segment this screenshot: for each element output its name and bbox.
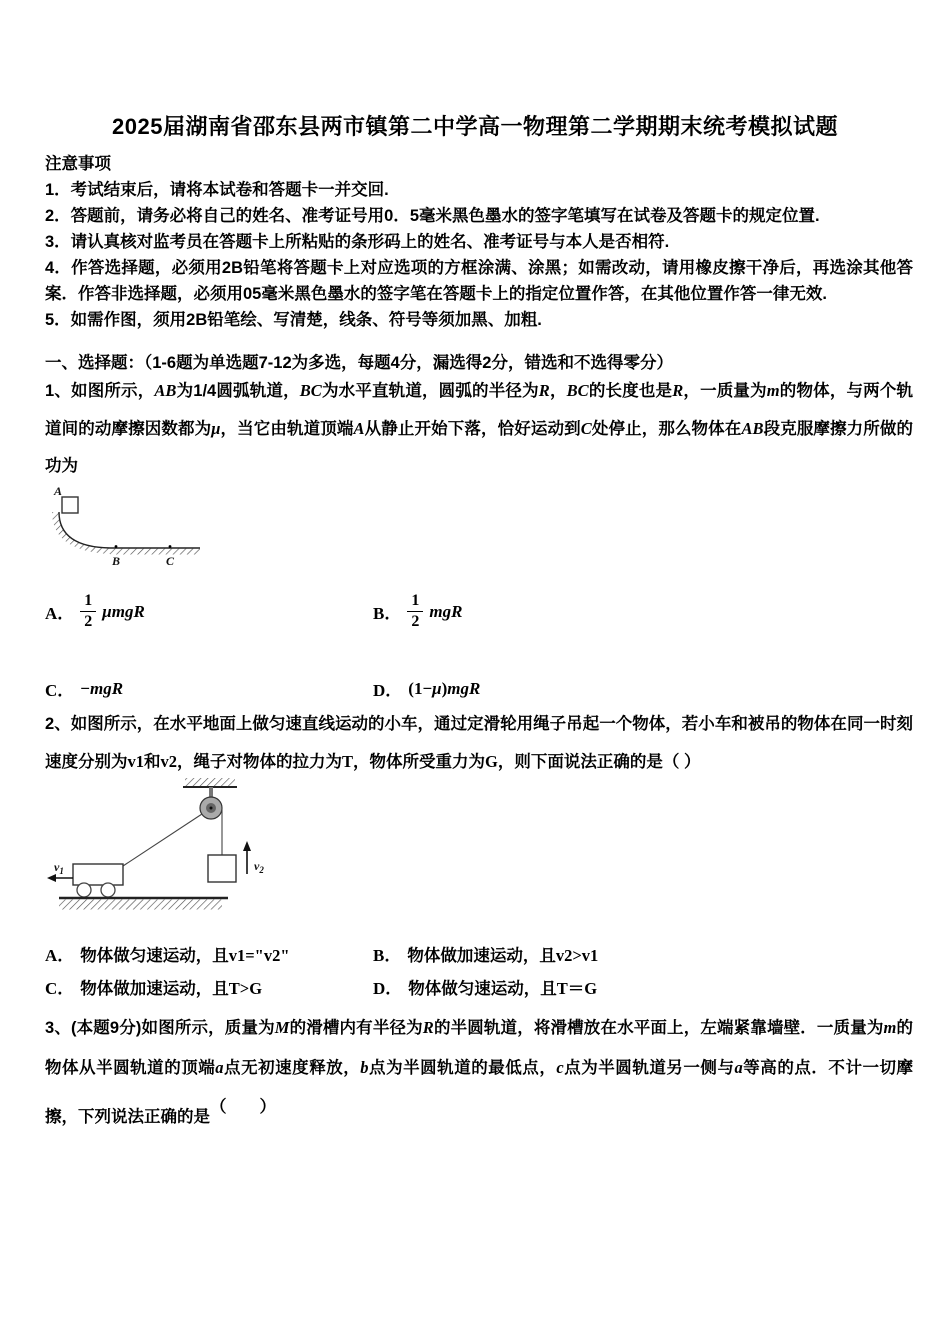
notice-item: 5．如需作图，须用2B铅笔绘、写清楚，线条、符号等须加黑、加粗. (45, 311, 542, 329)
question-2-text: 2、如图所示，在水平地面上做匀速直线运动的小车，通过定滑轮用绳子吊起一个物体，若小车和被吊的物体在同一时刻速度分别为v1和v2，绳子对物体的拉力为T，物体所受重力为G，则下面说法正确的是（ ） (45, 715, 913, 771)
notice-item: 4．作答选择题，必须用2B铅笔将答题卡上对应选项的方框涂满、涂黑；如需改动，请用橡皮擦干净后，再选涂其他答案．作答非选择题，必须用05毫米黑色墨水的签字笔在答题卡上的指定位置作答，在其他位置作答一律无效. (45, 259, 913, 303)
notice-item: 1．考试结束后，请将本试卷和答题卡一并交回. (45, 181, 389, 199)
q2-option-d: D． 物体做匀速运动，且T＝G (373, 978, 598, 998)
ceiling-hatching (185, 778, 235, 787)
q1-option-d: D． (1−μ)mgR (373, 678, 481, 700)
v2-label: $v_2$ (254, 859, 264, 875)
q2-option-c: C． 物体做加速运动，且T>G (45, 978, 263, 998)
v1-label: $v_1$ (54, 860, 64, 876)
ground-hatching (59, 900, 222, 910)
q1-option-c: C． −mgR (45, 678, 124, 700)
point-a-label: A (54, 484, 63, 498)
section-heading: 一、选择题：（1-6题为单选题7-12为多选，每题4分，漏选得2分，错选和不选得零分） (45, 354, 673, 372)
cart-body (73, 864, 123, 885)
fraction: $\frac{1}{2}$ (80, 592, 96, 632)
block-on-arc (62, 497, 78, 513)
point-c-dot (169, 545, 172, 548)
fraction: $\frac{1}{2}$ (407, 592, 423, 632)
cart-wheel (77, 883, 91, 897)
notice-section (45, 151, 913, 333)
point-c-label: C (166, 554, 175, 568)
point-b-label: B (112, 554, 121, 568)
question-1-figure (48, 481, 213, 581)
point-b-dot (115, 545, 118, 548)
q2-option-a: A． 物体做匀速运动，且v1="v2" (45, 945, 290, 965)
question-2-figure (45, 778, 275, 918)
q1-option-a: A． $\frac{1}{2}$ μmgR (45, 592, 145, 631)
notice-heading: 注意事项 (45, 155, 111, 173)
v1-arrowhead (47, 874, 56, 882)
ground-hatching (110, 549, 200, 555)
pulley-axle (210, 807, 213, 810)
page-title: 2025届湖南省邵东县两市镇第二中学高一物理第二学期期末统考模拟试题 (112, 114, 838, 139)
question-1-text: 1、如图所示，AB为1/4圆弧轨道，BC为水平直轨道，圆弧的半径为R，BC的长度也是R，一质量为m的物体，与两个轨道间的动摩擦因数都为μ，当它由轨道顶端A从静止开始下落，恰好运动到C处停止，那么物体在AB段克服摩擦力所做的功为 (45, 381, 914, 475)
cart-wheel (101, 883, 115, 897)
hanging-block (208, 855, 236, 882)
notice-item: 2．答题前，请务必将自己的姓名、准考证号用0．5毫米黑色墨水的签字笔填写在试卷及答题卡的规定位置. (45, 207, 820, 225)
notice-item: 3．请认真核对监考员在答题卡上所粘贴的条形码上的姓名、准考证号与本人是否相符. (45, 233, 670, 251)
q2-option-b: B． 物体做加速运动，且v2>v1 (373, 945, 599, 965)
quarter-arc-track (59, 512, 200, 548)
q1-option-b: B． $\frac{1}{2}$ mgR (373, 592, 463, 631)
v2-arrowhead (243, 841, 251, 851)
rope-cart-to-pulley (123, 814, 202, 866)
question-3-text: 3、(本题9分)如图所示，质量为M的滑槽内有半径为R的半圆轨道，将滑槽放在水平面上，左端紧靠墙壁．一质量为m的物体从半圆轨道的顶端a点无初速度释放，b点为半圆轨道的最低点，c点为半圆轨道另一侧与a等高的点．不计一切摩擦，下列说法正确的是（ ） (45, 1018, 914, 1126)
